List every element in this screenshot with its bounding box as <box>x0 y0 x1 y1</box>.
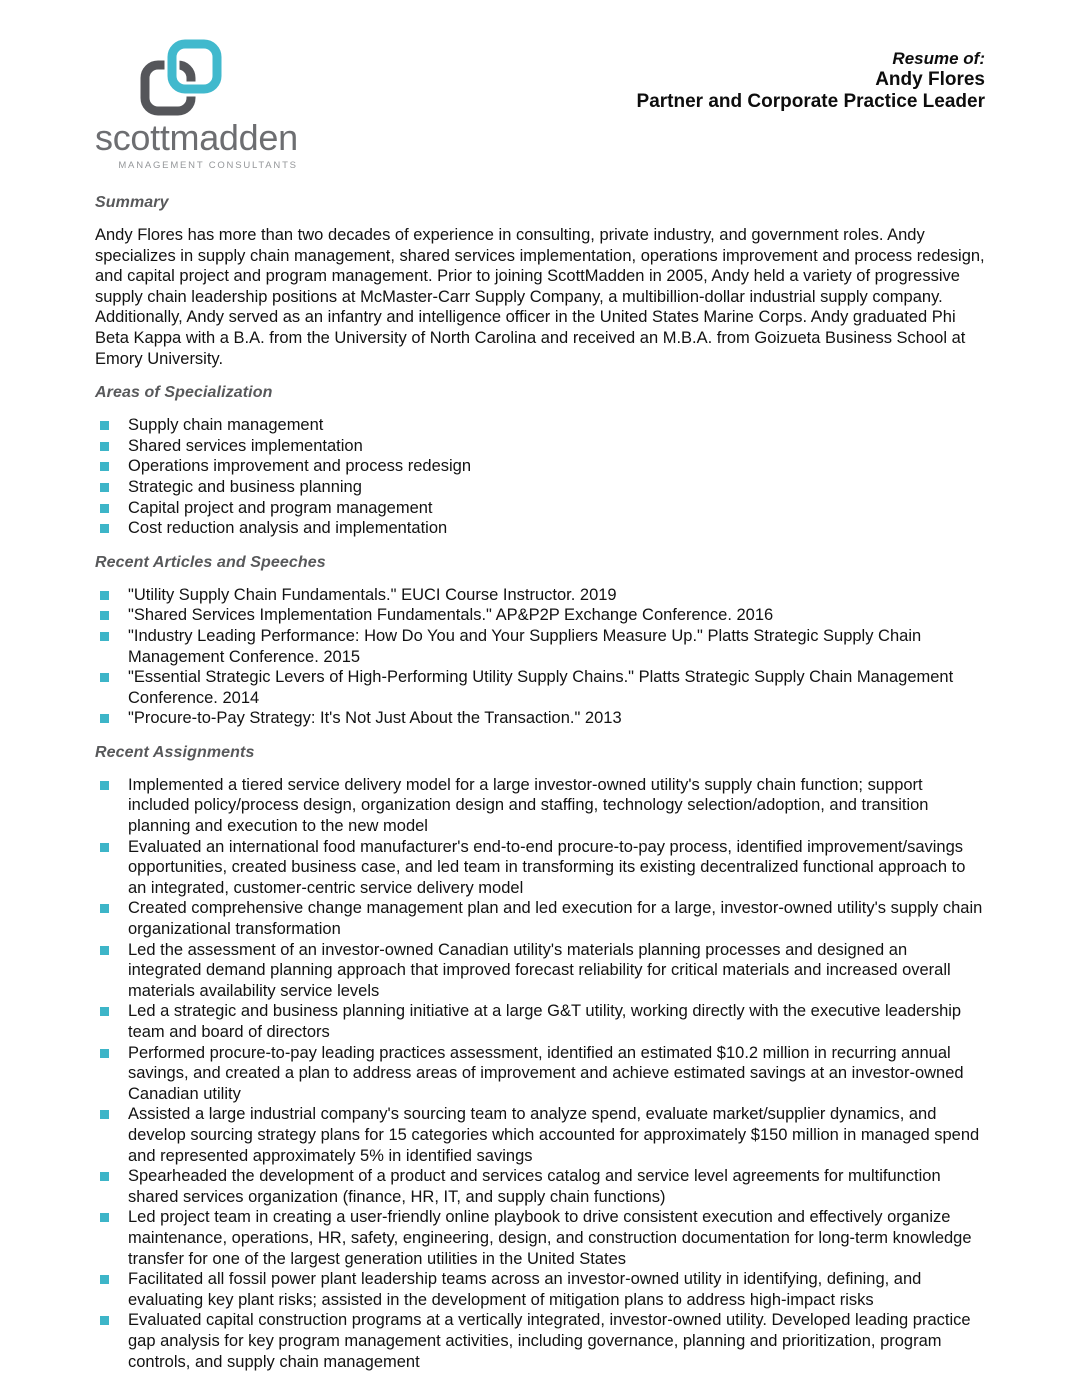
list-item <box>95 1104 985 1166</box>
square-bullet-icon <box>100 946 109 955</box>
square-bullet-icon <box>100 904 109 913</box>
list-item-text: Operations improvement and process redesign <box>128 457 472 476</box>
list-item <box>95 1310 985 1372</box>
brand-tagline: MANAGEMENT CONSULTANTS <box>118 160 298 171</box>
list-item <box>95 605 985 626</box>
list-item-text: Led project team in creating a user-friendly online playbook to drive consistent execution and effectively organize maintenance, operations, HR, safety, engineering, design, and construction documentation for long-term knowledge transfer for one of the largest generation utilities in the United States <box>128 1208 972 1268</box>
specialization-list <box>95 415 985 539</box>
list-item-text: "Utility Supply Chain Fundamentals." EUCI Course Instructor. 2019 <box>128 585 617 604</box>
resume-body <box>95 194 985 1372</box>
square-bullet-icon <box>100 421 109 430</box>
square-bullet-icon <box>100 1213 109 1222</box>
square-bullet-icon <box>100 442 109 451</box>
list-item <box>95 898 985 939</box>
list-item-text: "Industry Leading Performance: How Do You and Your Suppliers Measure Up." Platts Strategic Supply Chain Management Conference. 2015 <box>128 626 922 666</box>
summary-paragraph: Andy Flores has more than two decades of experience in consulting, private industry, and government roles. Andy specializes in supply chain management, shared services implementation, operations improvement and process redesign, and capital project and program management. Prior to joining ScottMadden in 2005, Andy held a variety of progressive supply chain leadership positions at McMaster-Carr Supply Company, a multibillion-dollar industrial supply company. Additionally, Andy served as an infantry and intelligence officer in the United States Marine Corps. Andy graduated Phi Beta Kappa with a B.A. from the University of North Carolina and received an M.B.A. from Goizueta Business School at Emory University. <box>95 226 985 368</box>
list-item-text: Evaluated an international food manufacturer's end-to-end procure-to-pay process, identified improvement/savings opportunities, created business case, and led team in transforming its existing decentralized functional approach to an integrated, customer-centric service delivery model <box>128 837 966 897</box>
list-item-text: Strategic and business planning <box>128 477 362 496</box>
list-item-text: "Essential Strategic Levers of High-Performing Utility Supply Chains." Platts Strategic Supply Chain Management Conference. 2014 <box>128 668 954 707</box>
list-item <box>95 477 985 498</box>
list-item-text: "Shared Services Implementation Fundamentals." AP&P2P Exchange Conference. 2016 <box>128 606 774 625</box>
square-bullet-icon <box>100 483 109 492</box>
list-item <box>95 1207 985 1269</box>
overlapping-squares-icon <box>139 38 223 118</box>
list-item-text: Assisted a large industrial company's sourcing team to analyze spend, evaluate market/supplier dynamics, and develop sourcing strategy plans for 15 categories which accounted for approximately $150 million in managed spend and represented approximately 5% in identified savings <box>128 1105 980 1165</box>
list-item-text: Cost reduction analysis and implementation <box>128 519 448 538</box>
section-heading: Summary <box>95 194 169 211</box>
section-areas-of-specialization <box>95 384 985 539</box>
person-name: Andy Flores <box>875 69 985 90</box>
assignments-list <box>95 775 985 1372</box>
page-header <box>95 38 985 171</box>
square-bullet-icon <box>100 591 109 600</box>
square-bullet-icon <box>100 504 109 513</box>
list-item-text: Supply chain management <box>128 416 324 435</box>
articles-list <box>95 585 985 729</box>
list-item-text: Shared services implementation <box>128 436 363 455</box>
section-heading: Recent Articles and Speeches <box>95 553 326 571</box>
list-item <box>95 940 985 1002</box>
square-bullet-icon <box>100 781 109 790</box>
list-item <box>95 1269 985 1310</box>
square-bullet-icon <box>100 462 109 471</box>
list-item <box>95 436 985 457</box>
square-bullet-icon <box>100 1275 109 1284</box>
person-title: Partner and Corporate Practice Leader <box>636 91 985 112</box>
list-item <box>95 1166 985 1207</box>
section-recent-assignments <box>95 744 985 1372</box>
square-bullet-icon <box>100 714 109 723</box>
list-item-text: Performed procure-to-pay leading practices assessment, identified an estimated $10.2 million in recurring annual savings, and created a plan to address areas of improvement and achieve estimated savings at an investor-owned Canadian utility <box>128 1043 964 1103</box>
list-item <box>95 518 985 539</box>
square-bullet-icon <box>100 524 109 533</box>
list-item <box>95 667 985 708</box>
resume-of-label: Resume of: <box>892 49 985 68</box>
list-item-text: Evaluated capital construction programs at a vertically integrated, investor-owned utility. Developed leading practice gap analysis for key program management activities, including governance, planning and prioritization, program controls, and supply chain management <box>128 1311 971 1371</box>
resume-header <box>637 38 985 113</box>
list-item <box>95 837 985 899</box>
list-item <box>95 456 985 477</box>
square-bullet-icon <box>100 1049 109 1058</box>
square-bullet-icon <box>100 1172 109 1181</box>
brand-wordmark: scottmadden <box>95 117 298 158</box>
square-bullet-icon <box>100 632 109 641</box>
list-item <box>95 415 985 436</box>
section-heading: Recent Assignments <box>95 743 255 761</box>
list-item-text: Implemented a tiered service delivery model for a large investor-owned utility's supply chain function; support included policy/process design, organization design and staffing, technology selection/adoption, and transition planning and execution to the new model <box>128 775 929 836</box>
list-item-text: "Procure-to-Pay Strategy: It's Not Just About the Transaction." 2013 <box>128 709 622 728</box>
square-bullet-icon <box>100 1316 109 1325</box>
list-item-text: Facilitated all fossil power plant leadership teams across an investor-owned utility in identifying, defining, and evaluating key plant risks; assisted in the development of mitigation plans to address high-impact risks <box>128 1270 922 1309</box>
list-item <box>95 708 985 729</box>
list-item <box>95 498 985 519</box>
list-item-text: Led a strategic and business planning initiative at a large G&T utility, working directly with the executive leadership team and board of directors <box>128 1002 962 1041</box>
list-item <box>95 1043 985 1105</box>
square-bullet-icon <box>100 843 109 852</box>
list-item-text: Led the assessment of an investor-owned Canadian utility's materials planning processes and designed an integrated demand planning approach that improved forecast reliability for critical materials and increased overall materials availability service levels <box>128 940 951 1000</box>
square-bullet-icon <box>100 673 109 682</box>
list-item <box>95 585 985 606</box>
list-item-text: Created comprehensive change management plan and led execution for a large, investor-owned utility's supply chain organizational transformation <box>128 899 983 939</box>
square-bullet-icon <box>100 1110 109 1119</box>
list-item <box>95 775 985 837</box>
list-item-text: Spearheaded the development of a product and services catalog and service level agreements for multifunction shared services organization (finance, HR, IT, and supply chain functions) <box>128 1167 941 1206</box>
square-bullet-icon <box>100 1007 109 1016</box>
section-recent-articles <box>95 554 985 729</box>
list-item <box>95 1001 985 1042</box>
square-bullet-icon <box>100 611 109 620</box>
list-item <box>95 626 985 667</box>
scottmadden-logo <box>95 38 298 171</box>
section-summary <box>95 194 985 369</box>
section-heading: Areas of Specialization <box>95 384 273 402</box>
list-item-text: Capital project and program management <box>128 498 433 517</box>
